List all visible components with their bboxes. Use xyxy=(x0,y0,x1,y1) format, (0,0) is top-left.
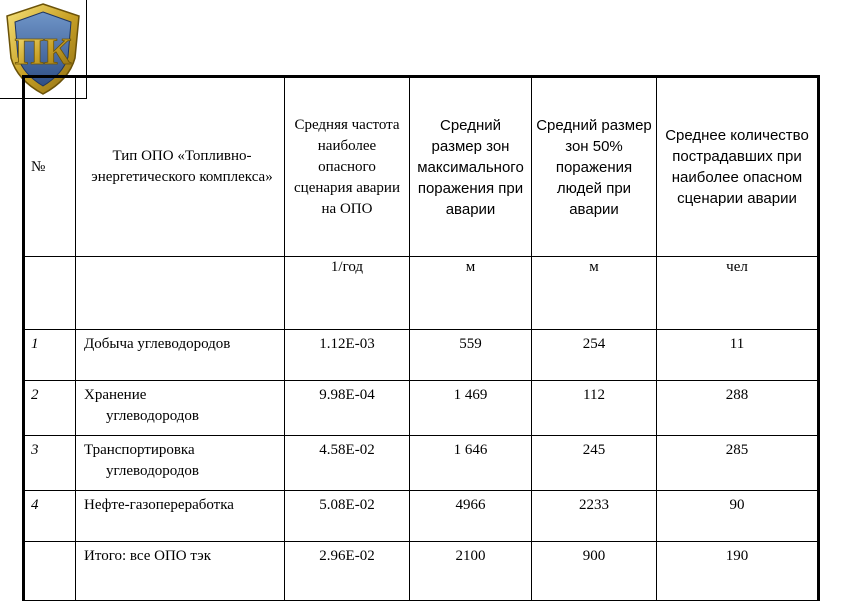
row-frequency: 4.58E-02 xyxy=(285,436,410,491)
row-victims: 90 xyxy=(657,491,818,542)
header-frequency: Средняя частота наиболее опасного сценария аварии на ОПО xyxy=(285,78,410,257)
unit-zone-max: м xyxy=(410,257,532,330)
row-type-line1: Хранение xyxy=(84,387,147,403)
header-zone-max: Средний размер зон максимального поражения при аварии xyxy=(410,78,532,257)
row-zone-max: 559 xyxy=(410,330,532,381)
row-type-line2: углеводородов xyxy=(106,463,199,479)
units-empty xyxy=(25,257,76,330)
table-row xyxy=(25,491,818,542)
unit-victims: чел xyxy=(657,257,818,330)
row-zone-max: 4966 xyxy=(410,491,532,542)
row-type: Добыча углеводородов xyxy=(76,330,285,381)
header-type: Тип ОПО «Топливно-энергетического комплекса» xyxy=(76,78,285,257)
total-num-empty xyxy=(25,542,76,601)
units-empty xyxy=(76,257,285,330)
row-zone-50: 245 xyxy=(532,436,657,491)
row-num: 2 xyxy=(25,381,76,436)
table-row xyxy=(25,381,818,436)
row-num: 3 xyxy=(25,436,76,491)
accident-risk-table xyxy=(24,77,818,601)
row-frequency: 5.08E-02 xyxy=(285,491,410,542)
row-num: 1 xyxy=(25,330,76,381)
row-zone-50: 2233 xyxy=(532,491,657,542)
row-type-line2: углеводородов xyxy=(106,408,199,424)
row-frequency: 9.98E-04 xyxy=(285,381,410,436)
row-frequency: 1.12E-03 xyxy=(285,330,410,381)
row-victims: 11 xyxy=(657,330,818,381)
units-row xyxy=(25,257,818,330)
row-zone-max: 1 646 xyxy=(410,436,532,491)
row-zone-max: 1 469 xyxy=(410,381,532,436)
total-zone-max: 2100 xyxy=(410,542,532,601)
logo-letters: ПК xyxy=(14,31,72,73)
row-type-line1: Транспортировка xyxy=(84,442,195,458)
row-victims: 285 xyxy=(657,436,818,491)
header-victims: Среднее количество пострадавших при наиболее опасном сценарии аварии xyxy=(657,78,818,257)
total-zone-50: 900 xyxy=(532,542,657,601)
total-label: Итого: все ОПО тэк xyxy=(76,542,285,601)
row-type xyxy=(76,381,285,436)
total-frequency: 2.96E-02 xyxy=(285,542,410,601)
row-victims: 288 xyxy=(657,381,818,436)
row-type: Нефте-газопереработка xyxy=(76,491,285,542)
table-row xyxy=(25,436,818,491)
header-row xyxy=(25,78,818,257)
header-num: № xyxy=(25,78,76,257)
row-type xyxy=(76,436,285,491)
row-num: 4 xyxy=(25,491,76,542)
row-zone-50: 112 xyxy=(532,381,657,436)
unit-frequency: 1/год xyxy=(285,257,410,330)
table-row xyxy=(25,330,818,381)
total-row xyxy=(25,542,818,601)
header-zone-50: Средний размер зон 50% поражения людей при аварии xyxy=(532,78,657,257)
total-victims: 190 xyxy=(657,542,818,601)
unit-zone-50: м xyxy=(532,257,657,330)
row-zone-50: 254 xyxy=(532,330,657,381)
